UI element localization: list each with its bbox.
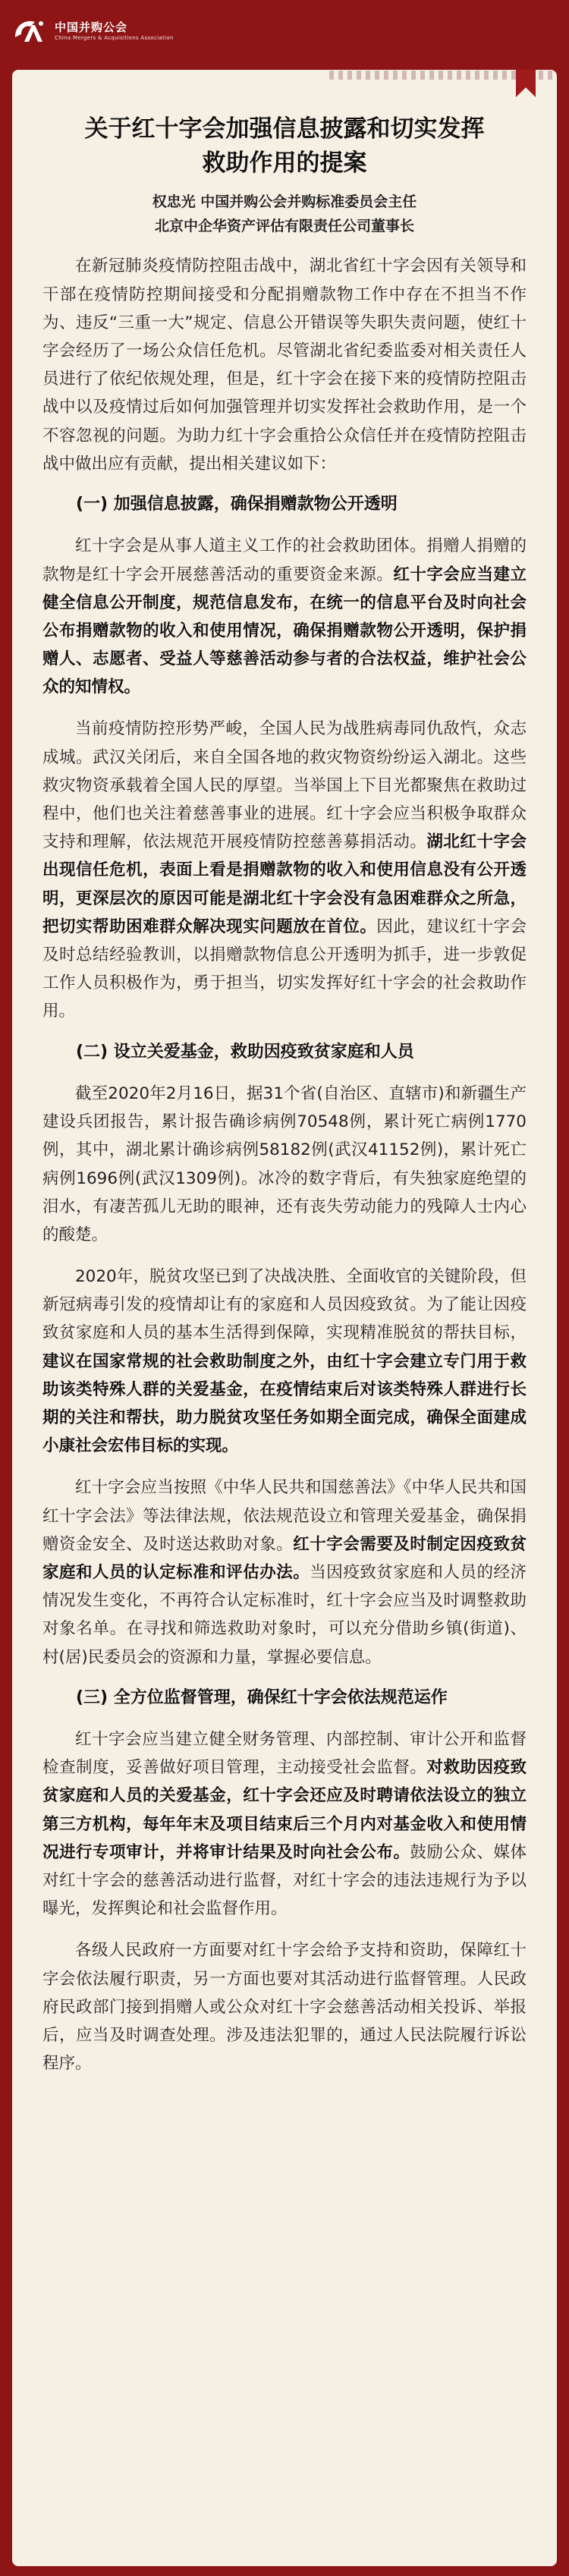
section-1-p2-b: 湖北红十字会出现信任危机，表面上看是捐赠款物的收入和使用信息没有公开透明，更深层次的原因可能是湖北红十字会没有急困难群众之所急，把切实帮助困难群众解决现实问题放在首位。 [42,832,527,936]
section-1-paragraph-1 [42,532,527,701]
section-3-paragraph-1 [42,1725,527,1923]
section-3-paragraph-2: 各级人民政府一方面要对红十字会给予支持和资助，保障红十字会依法履行职责，另一方面也要对其活动进行监督管理。人民政府民政部门接到捐赠人或公众对红十字会慈善活动相关投诉、举报后，应当及时调查处理。涉及违法犯罪的，通过人民法院履行诉讼程序。 [42,1941,527,2074]
bookmark-ribbon-icon [516,70,536,97]
section-2-paragraph-2 [42,1263,527,1460]
org-name-en: China Mergers & Acquisitions Association [55,34,174,41]
section-1-paragraph-2 [42,715,527,1025]
byline-line-2: 北京中企华资产评估有限责任公司董事长 [154,218,414,235]
section-2-p3-a: 红十字会应当按照《中华人民共和国慈善法》《中华人民共和国红十字会法》等法律法规，依法规范设立和管理关爱基金，确保捐赠资金安全、及时送达救助对象。 [42,1478,527,1554]
header-bar [12,14,557,49]
section-2-heading: (二) 设立关爱基金，救助因疫致贫家庭和人员 [76,1042,414,1062]
section-2-p2-b: 建议在国家常规的社会救助制度之外，由红十字会建立专门用于救助该类特殊人群的关爱基金，在疫情结束后对该类特殊人群进行长期的关注和帮扶，助力脱贫攻坚任务如期全面完成，确保全面建成小康社会宏伟目标的实现。 [42,1351,527,1456]
section-2-p3-c: 当因疫致贫家庭和人员的经济情况发生变化，不再符合认定标准时，红十字会应当及时调整救助对象名单。在寻找和筛选救助对象时，可以充分借助乡镇(街道)、村(居)民委员会的资源和力量，掌握必要信息。 [42,1562,527,1667]
intro-paragraph: 在新冠肺炎疫情防控阻击战中，湖北省红十字会因有关领导和干部在疫情防控期间接受和分配捐赠款物工作中存在不担当不作为、违反“三重一大”规定、信息公开错误等失职失责问题，使红十字会经历了一场公众信任危机。尽管湖北省纪委监委对相关责任人员进行了依纪依规处理，但是，红十字会在接下来的疫情防控阻击战中以及疫情过后如何加强管理并切实发挥社会救助作用，是一个不容忽视的问题。为助力红十字会重拾公众信任并在疫情防控阻击战中做出应有贡献，提出相关建议如下： [42,256,527,473]
section-1-p2-a: 当前疫情防控形势严峻，全国人民为战胜病毒同仇敌忾，众志成城。武汉关闭后，来自全国各地的救灾物资纷纷运入湖北。这些救灾物资承载着全国人民的厚望。当举国上下目光都聚焦在救助过程中，他们也关注着慈善事业的进展。红十字会应当积极争取群众支持和理解，依法规范开展疫情防控慈善募捐活动。 [42,719,527,852]
section-3-p1-b: 对救助因疫致贫家庭和人员的关爱基金，红十字会还应及时聘请依法设立的独立第三方机构，每年年末及项目结束后三个月内对基金收入和使用情况进行专项审计，并将审计结果及时向社会公布。 [42,1758,527,1862]
author-byline [42,190,527,239]
byline-line-1: 权忠光 中国并购公会并购标准委员会主任 [152,193,417,210]
cmaa-logo-icon [12,16,47,46]
section-3-p1-a: 红十字会应当建立健全财务管理、内部控制、审计公开和监督检查制度，妥善做好项目管理，主动接受社会监督。 [42,1730,527,1778]
org-name-block [55,21,174,40]
section-2-paragraph-1: 截至2020年2月16日，据31个省(自治区、直辖市)和新疆生产建设兵团报告，累计报告确诊病例70548例，累计死亡病例1770例，其中，湖北累计确诊病例58182例(武汉41152例)，累计死亡病例1696例(武汉1309例)。冰冷的数字背后，有失独家庭绝望的泪水，有凄苦孤儿无助的眼神，还有丧失劳动能力的残障人士内心的酸楚。 [42,1084,527,1244]
section-2-paragraph-3 [42,1474,527,1671]
section-1-heading: (一) 加强信息披露，确保捐赠款物公开透明 [76,494,398,514]
article-card [12,70,557,2566]
title-line-2: 救助作用的提案 [202,149,367,177]
section-3-heading: (三) 全方位监督管理，确保红十字会依法规范运作 [76,1687,448,1707]
section-1-p2-c: 因此，建议红十字会及时总结经验教训，以捐赠款物信息公开透明为抓手，进一步敦促工作人员积极作为，勇于担当，切实发挥好红十字会的社会救助作用。 [42,917,527,1021]
org-name-cn: 中国并购公会 [55,20,128,35]
section-1-p1-b: 红十字会应当建立健全信息公开制度，规范信息发布，在统一的信息平台及时向社会公布捐赠款物的收入和使用情况，确保捐赠款物公开透明，保护捐赠人、志愿者、受益人等慈善活动参与者的合法权益，维护社会公众的知情权。 [42,565,527,697]
section-2-p2-a: 2020年，脱贫攻坚已到了决战决胜、全面收官的关键阶段，但新冠病毒引发的疫情却让有的家庭和人员因疫致贫。为了能让因疫致贫家庭和人员的基本生活得到保障，实现精准脱贫的帮扶目标， [42,1267,527,1343]
article-title [42,112,527,181]
title-line-1: 关于红十字会加强信息披露和切实发挥 [84,115,485,143]
section-1-p1-a: 红十字会是从事人道主义工作的社会救助团体。捐赠人捐赠的款物是红十字会开展慈善活动的重要资金来源。 [42,536,527,584]
section-3-p1-c: 鼓励公众、媒体对红十字会的慈善活动进行监督，对红十字会的违法违规行为予以曝光，发挥舆论和社会监督作用。 [42,1842,527,1919]
section-2-p3-b: 红十字会需要及时制定因疫致贫家庭和人员的认定标准和评估办法。 [42,1534,527,1582]
